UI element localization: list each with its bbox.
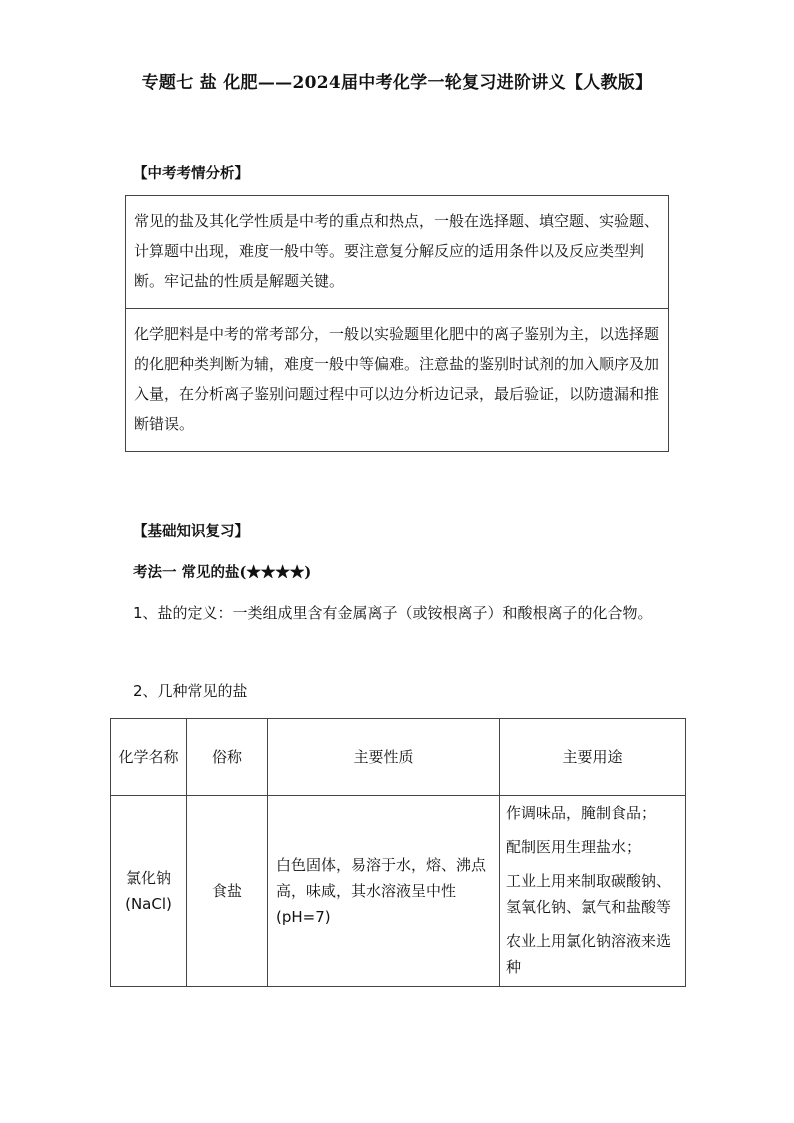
use-item: 配制医用生理盐水； xyxy=(506,838,642,856)
salt-name: 氯化钠(NaCl) xyxy=(111,796,187,987)
header-uses: 主要用途 xyxy=(500,719,686,796)
review-heading: 【基础知识复习】 xyxy=(133,523,249,540)
salt-definition: 1、盐的定义：一类组成里含有金属离子（或铵根离子）和酸根离子的化合物。 xyxy=(133,604,653,622)
section-heading: 考法一 常见的盐(★★★★) xyxy=(133,564,312,581)
salt-table xyxy=(110,718,686,987)
analysis-heading: 【中考考情分析】 xyxy=(133,165,249,182)
salt-uses xyxy=(500,796,686,987)
header-properties: 主要性质 xyxy=(268,719,500,796)
analysis-row-fertilizer: 化学肥料是中考的常考部分，一般以实验题里化肥中的离子鉴别为主，以选择题的化肥种类判断为辅，难度一般中等偏难。注意盐的鉴别时试剂的加入顺序及加入量，在分析离子鉴别问题过程中可以边分析边记录，最后验证，以防遗漏和推断错误。 xyxy=(126,308,668,451)
salt-properties: 白色固体，易溶于水，熔、沸点高，味咸，其水溶液呈中性(pH=7) xyxy=(268,796,500,987)
use-item: 农业上用氯化钠溶液来选种 xyxy=(506,932,672,976)
table-header-row xyxy=(111,719,686,796)
use-item: 作调味品，腌制食品； xyxy=(506,804,657,822)
use-item: 工业上用来制取碳酸钠、氢氧化钠、氯气和盐酸等 xyxy=(506,872,672,916)
common-salts-label: 2、几种常见的盐 xyxy=(133,682,248,700)
header-name: 化学名称 xyxy=(111,719,187,796)
analysis-box xyxy=(125,195,669,452)
salt-common-name: 食盐 xyxy=(187,796,268,987)
table-row xyxy=(111,796,686,987)
document-title: 专题七 盐 化肥——2024届中考化学一轮复习进阶讲义【人教版】 xyxy=(141,73,653,93)
header-common: 俗称 xyxy=(187,719,268,796)
analysis-row-salt: 常见的盐及其化学性质是中考的重点和热点，一般在选择题、填空题、实验题、计算题中出现，难度一般中等。要注意复分解反应的适用条件以及反应类型判断。牢记盐的性质是解题关键。 xyxy=(134,212,660,290)
